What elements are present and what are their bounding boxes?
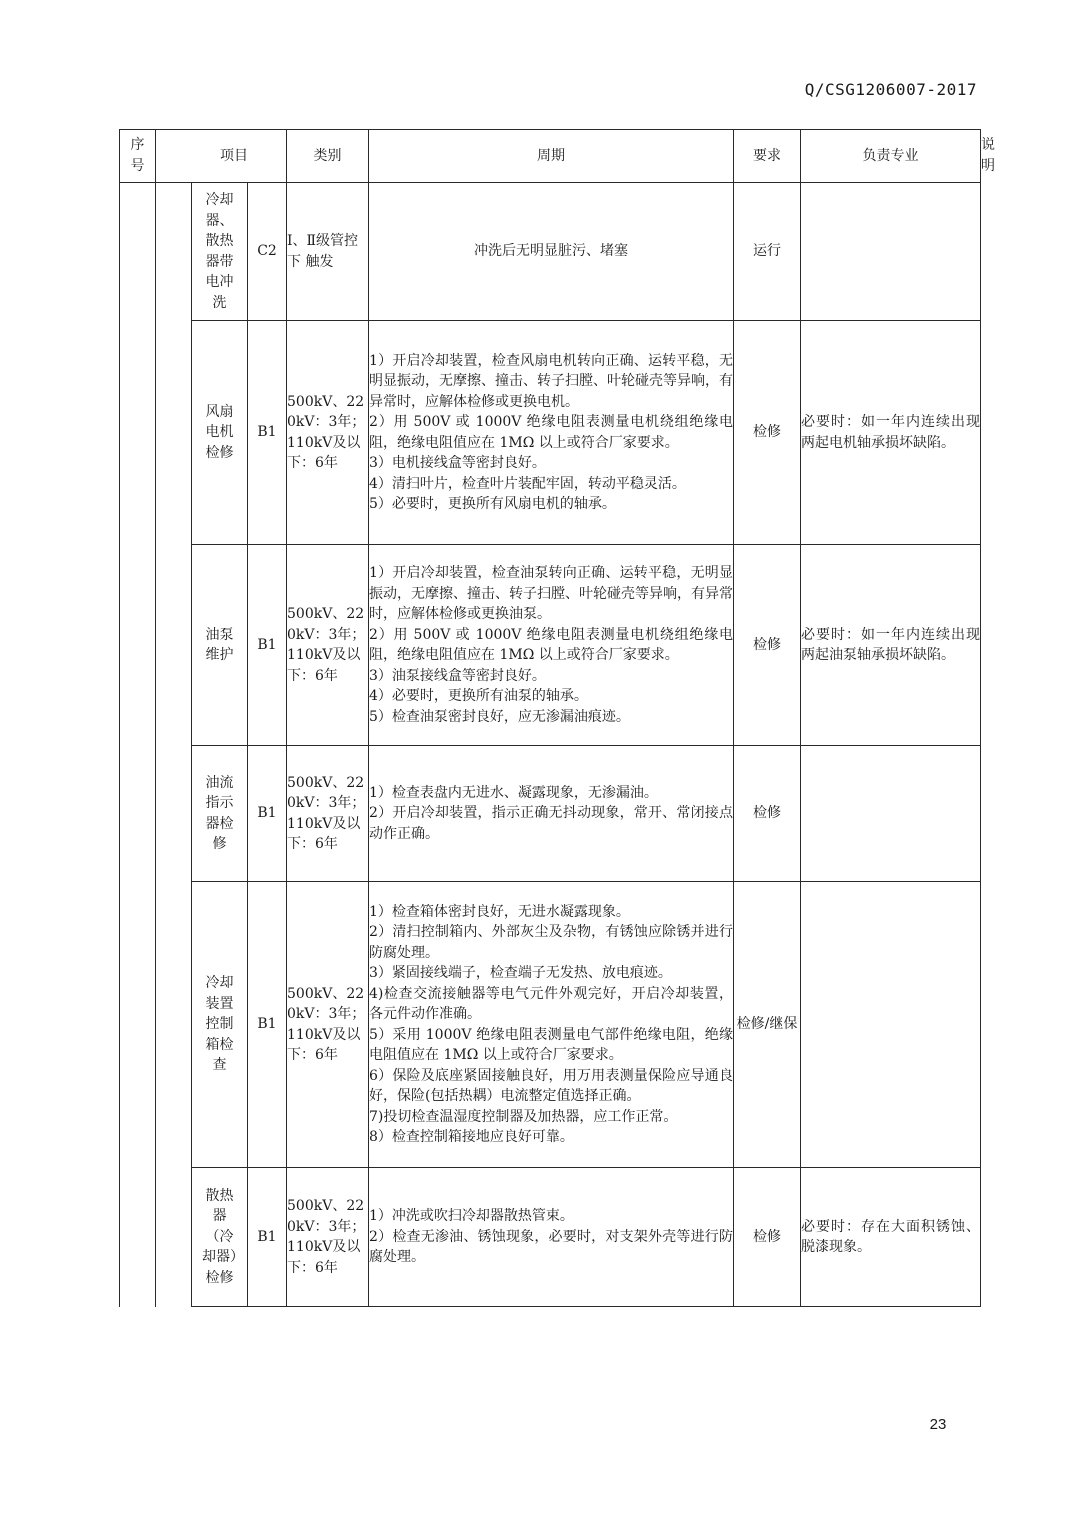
category-cell: B1 — [248, 1168, 287, 1307]
header-requirement: 要求 — [734, 130, 801, 183]
note-cell — [801, 882, 981, 1168]
table-row — [120, 746, 981, 882]
requirement-line: 2）用 500V 或 1000V 绝缘电阻表测量电机绕组绝缘电阻，绝缘电阻值应在 1MΩ 以上或符合厂家要求。 — [369, 414, 733, 451]
requirement-line: 5）检查油泵密封良好，应无渗漏油痕迹。 — [369, 708, 630, 725]
requirement-line: 3）油泵接线盒等密封良好。 — [369, 667, 546, 684]
seq-cell — [120, 183, 156, 1307]
requirement-line: 4）必要时，更换所有油泵的轴承。 — [369, 688, 588, 704]
requirement-line: 冲洗后无明显脏污、堵塞 — [474, 243, 628, 260]
requirement-line: 6）保险及底座紧固接触良好，用万用表测量保险应导通良好，保险(包括热耦）电流整定值选择正确。 — [369, 1067, 733, 1104]
note-cell — [801, 183, 981, 321]
item-name-cell: 冷却装置控制箱检查 — [192, 882, 248, 1168]
table-row — [120, 545, 981, 746]
header-item: 项目 — [156, 130, 287, 183]
header-no: 序号 — [120, 130, 156, 183]
responsible-cell: 检修/继保 — [734, 882, 801, 1168]
requirement-cell — [369, 545, 734, 746]
requirement-line: 1）检查表盘内无进水、凝露现象，无渗漏油。 — [369, 784, 658, 801]
requirement-cell — [369, 1168, 734, 1307]
header-period: 周期 — [369, 130, 734, 183]
item-name-cell: 油流指示器检修 — [192, 746, 248, 882]
period-cell: 500kV、220kV：3年；110kV及以下：6年 — [287, 746, 369, 882]
period-cell: 500kV、220kV：3年；110kV及以下：6年 — [287, 882, 369, 1168]
category-cell: B1 — [248, 746, 287, 882]
category-cell: B1 — [248, 321, 287, 545]
requirement-line: 1）检查箱体密封良好，无进水凝露现象。 — [369, 903, 630, 920]
table-header-row: 序号 项目 类别 周期 要求 负责专业 说明 — [120, 130, 981, 183]
note-cell — [801, 746, 981, 882]
requirement-cell — [369, 746, 734, 882]
period-cell: 500kV、220kV：3年；110kV及以下：6年 — [287, 545, 369, 746]
requirement-line: 5）采用 1000V 绝缘电阻表测量电气部件绝缘电阻，绝缘电阻值应在 1MΩ 以上或符合厂家要求。 — [369, 1026, 733, 1063]
document-code: Q/CSG1206007-2017 — [804, 80, 977, 99]
item-name-cell: 冷却器、散热器带电冲洗 — [192, 183, 248, 321]
category-cell: B1 — [248, 882, 287, 1168]
responsible-cell: 检修 — [734, 746, 801, 882]
table-row — [120, 183, 981, 321]
item-name-cell: 散热器（冷却器）检修 — [192, 1168, 248, 1307]
group-cell — [156, 183, 192, 1307]
requirement-line: 3）电机接线盒等密封良好。 — [369, 455, 546, 471]
requirement-cell — [369, 183, 734, 321]
table-row — [120, 1168, 981, 1307]
responsible-cell: 检修 — [734, 321, 801, 545]
requirement-line: 2）清扫控制箱内、外部灰尘及杂物，有锈蚀应除锈并进行防腐处理。 — [369, 924, 733, 961]
page-number: 23 — [929, 1416, 947, 1433]
requirement-line: 8）检查控制箱接地应良好可靠。 — [369, 1129, 574, 1145]
requirement-line: 2）开启冷却装置，指示正确无抖动现象，常开、常闭接点动作正确。 — [369, 805, 733, 842]
requirement-line: 4）清扫叶片，检查叶片装配牢固，转动平稳灵活。 — [369, 475, 686, 492]
requirement-line: 2）用 500V 或 1000V 绝缘电阻表测量电机绕组绝缘电阻，绝缘电阻值应在 1MΩ 以上或符合厂家要求。 — [369, 626, 733, 663]
header-category: 类别 — [287, 130, 369, 183]
category-cell: B1 — [248, 545, 287, 746]
item-name-cell: 风扇电机检修 — [192, 321, 248, 545]
requirement-line: 1）冲洗或吹扫冷却器散热管束。 — [369, 1208, 574, 1225]
note-cell: 必要时：如一年内连续出现两起油泵轴承损坏缺陷。 — [801, 545, 981, 746]
requirement-cell — [369, 321, 734, 545]
responsible-cell: 检修 — [734, 1168, 801, 1307]
header-responsible: 负责专业 — [801, 130, 981, 183]
note-cell: 必要时：如一年内连续出现两起电机轴承损坏缺陷。 — [801, 321, 981, 545]
requirement-line: 3）紧固接线端子，检查端子无发热、放电痕迹。 — [369, 965, 672, 981]
category-cell: C2 — [248, 183, 287, 321]
note-cell: 必要时：存在大面积锈蚀、脱漆现象。 — [801, 1168, 981, 1307]
table-row — [120, 321, 981, 545]
requirement-line: 2）检查无渗油、锈蚀现象，必要时，对支架外壳等进行防腐处理。 — [369, 1228, 733, 1266]
responsible-cell: 检修 — [734, 545, 801, 746]
requirement-line: 1）开启冷却装置，检查油泵转向正确、运转平稳，无明显振动，无摩擦、撞击、转子扫膛、叶轮碰壳等异响，有异常时，应解体检修或更换油泵。 — [369, 565, 733, 622]
requirement-line: 5）必要时，更换所有风扇电机的轴承。 — [369, 496, 616, 512]
item-name-cell: 油泵维护 — [192, 545, 248, 746]
requirement-line: 1）开启冷却装置，检查风扇电机转向正确、运转平稳，无明显振动，无摩擦、撞击、转子扫膛、叶轮碰壳等异响，有异常时，应解体检修或更换电机。 — [369, 352, 733, 410]
responsible-cell: 运行 — [734, 183, 801, 321]
period-cell: 500kV、220kV：3年；110kV及以下：6年 — [287, 321, 369, 545]
table-row — [120, 882, 981, 1168]
requirement-line: 7)投切检查温湿度控制器及加热器，应工作正常。 — [369, 1108, 678, 1125]
maintenance-table — [119, 129, 995, 1307]
period-cell: 500kV、220kV：3年；110kV及以下：6年 — [287, 1168, 369, 1307]
requirement-cell — [369, 882, 734, 1168]
period-cell: Ⅰ、Ⅱ级管控 下 触发 — [287, 183, 369, 321]
requirement-line: 4)检查交流接触器等电气元件外观完好，开启冷却装置，各元件动作准确。 — [369, 985, 733, 1022]
